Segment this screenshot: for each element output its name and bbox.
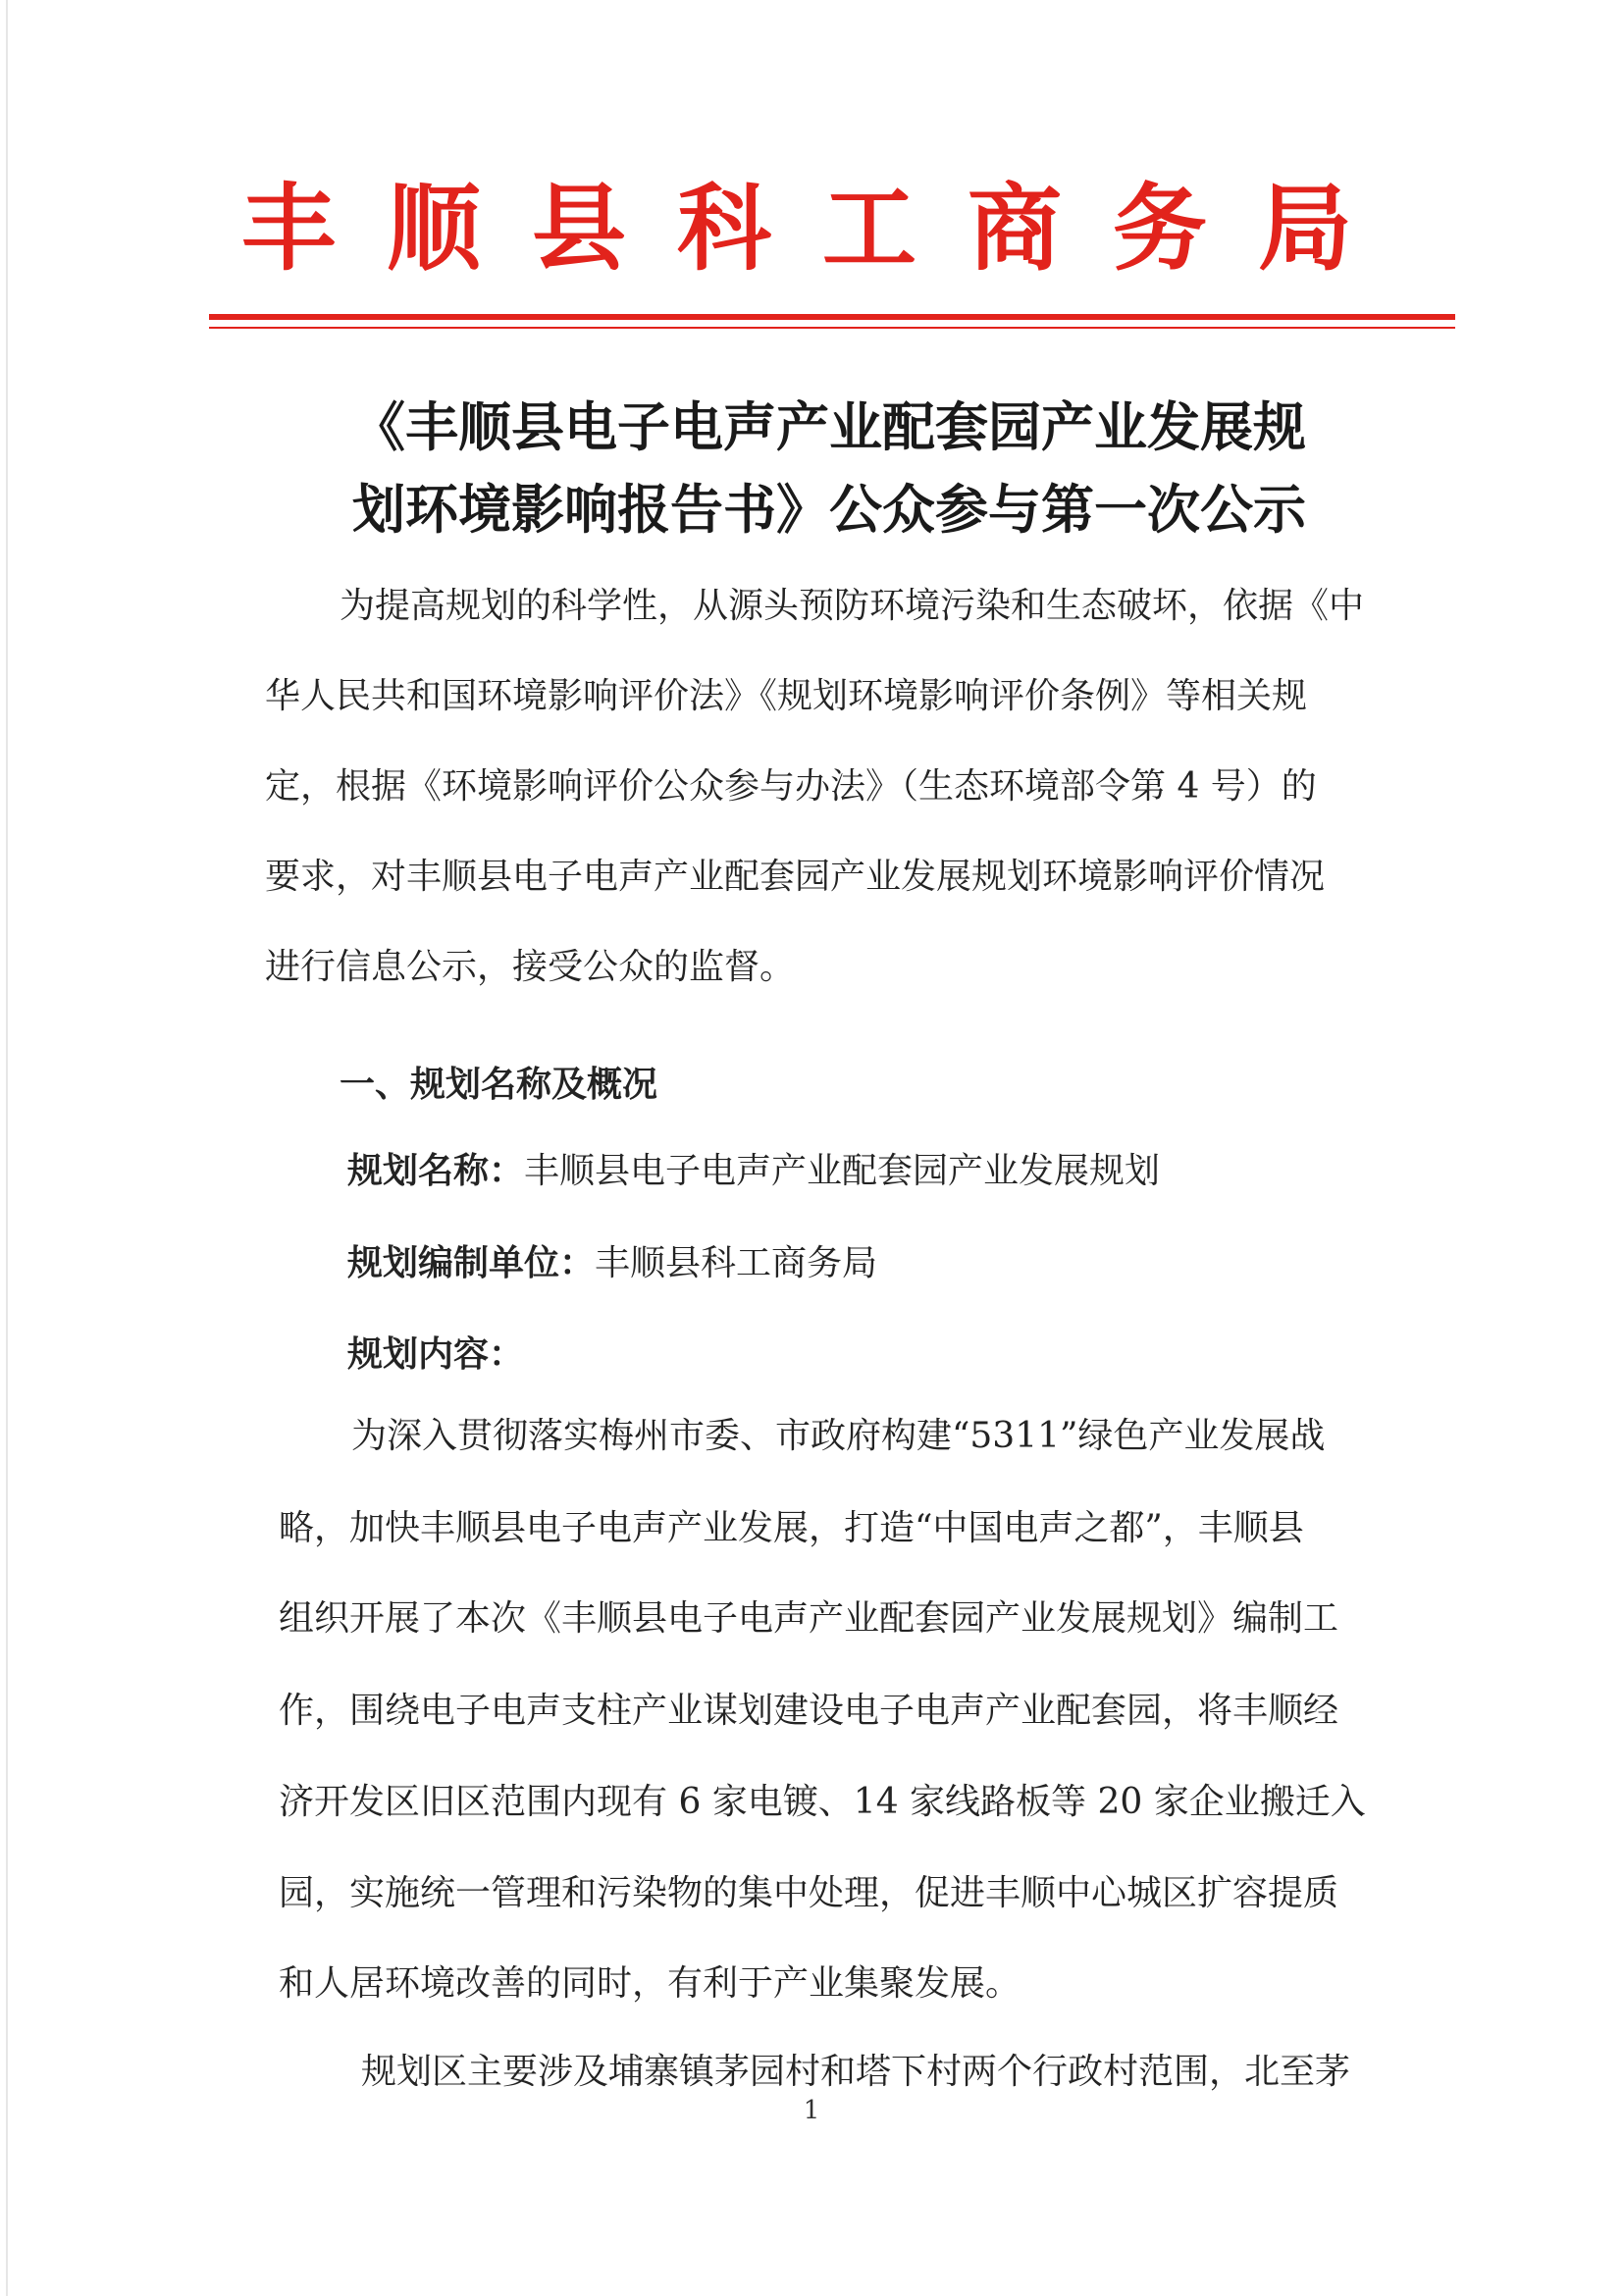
title-line-2: 划环境影响报告书》公众参与第一次公示 bbox=[352, 479, 1306, 541]
section-heading: 一、规划名称及概况 bbox=[340, 1065, 658, 1105]
intro-line-3: 定，根据《环境影响评价公众参与办法》（生态环境部令第 4 号）的 bbox=[265, 766, 1317, 807]
compiler-value: 丰顺县科工商务局 bbox=[595, 1243, 878, 1283]
content-line-6: 园，实施统一管理和污染物的集中处理，促进丰顺中心城区扩容提质 bbox=[279, 1873, 1339, 1913]
intro-line-4: 要求，对丰顺县电子电声产业配套园产业发展规划环境影响评价情况 bbox=[265, 857, 1326, 897]
intro-line-1: 为提高规划的科学性，从源头预防环境污染和生态破坏，依据《中 bbox=[340, 586, 1365, 626]
compiler-row bbox=[347, 1242, 877, 1285]
plan-name-value: 丰顺县电子电声产业配套园产业发展规划 bbox=[524, 1151, 1161, 1191]
plan-name-row bbox=[347, 1150, 1160, 1193]
letterhead-rule-thin bbox=[209, 327, 1455, 329]
content-line-1: 为深入贯彻落实梅州市委、市政府构建“5311”绿色产业发展战 bbox=[351, 1416, 1326, 1456]
intro-line-5: 进行信息公示，接受公众的监督。 bbox=[265, 947, 796, 987]
content-line-3: 组织开展了本次《丰顺县电子电声产业配套园产业发展规划》编制工 bbox=[279, 1598, 1339, 1639]
letterhead-title: 丰顺县科工商务局 bbox=[241, 174, 1403, 284]
content-line-5: 济开发区旧区范围内现有 6 家电镀、14 家线路板等 20 家企业搬迁入 bbox=[279, 1782, 1366, 1822]
page-number: 1 bbox=[803, 2096, 820, 2125]
content-line-4: 作，围绕电子电声支柱产业谋划建设电子电声产业配套园，将丰顺经 bbox=[279, 1691, 1339, 1731]
title-line-1: 《丰顺县电子电声产业配套园产业发展规 bbox=[352, 396, 1306, 458]
document-title bbox=[226, 387, 1433, 551]
intro-line-2: 华人民共和国环境影响评价法》《规划环境影响评价条例》等相关规 bbox=[265, 676, 1308, 716]
content-line-7: 和人居环境改善的同时，有利于产业集聚发展。 bbox=[279, 1963, 1021, 2004]
letterhead-rule-thick bbox=[209, 314, 1455, 320]
scan-edge bbox=[6, 0, 8, 2296]
content-line-2: 略，加快丰顺县电子电声产业发展，打造“中国电声之都”，丰顺县 bbox=[279, 1508, 1304, 1548]
compiler-label: 规划编制单位： bbox=[347, 1243, 596, 1283]
scope-line-1: 规划区主要涉及埔寨镇茅园村和塔下村两个行政村范围，北至茅 bbox=[361, 2052, 1351, 2092]
plan-name-label: 规划名称： bbox=[347, 1151, 525, 1191]
content-label: 规划内容： bbox=[347, 1334, 525, 1375]
